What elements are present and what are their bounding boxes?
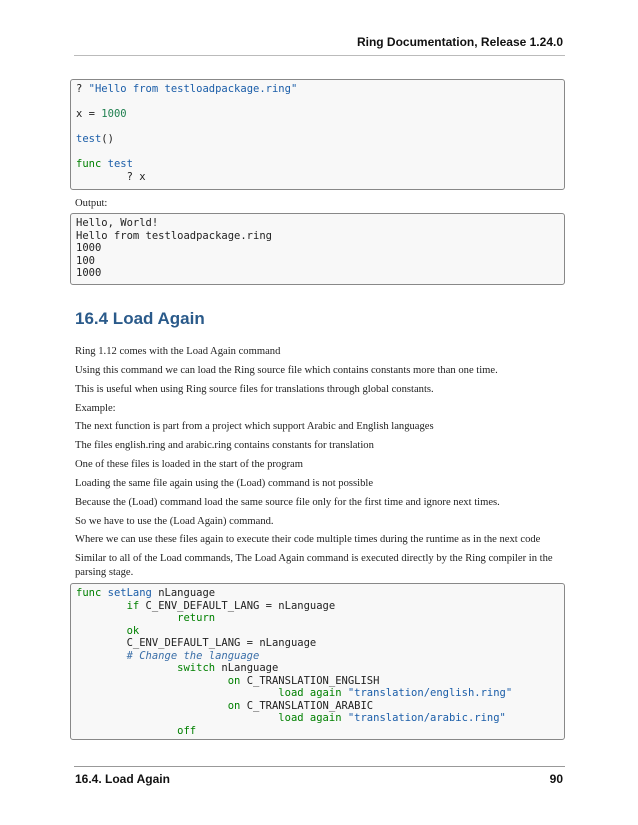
output-label: Output: [75, 198, 108, 209]
paragraph: The next function is part from a project which support Arabic and English languages [75, 421, 434, 432]
footer-section: 16.4. Load Again [75, 772, 170, 786]
code-token: C_ENV_DEFAULT_LANG = nLanguage [139, 599, 336, 612]
paragraph: Ring 1.12 comes with the Load Again command [75, 346, 281, 357]
section-title: 16.4 Load Again [75, 309, 205, 328]
code-token: () [101, 133, 114, 145]
code-token: nLanguage [215, 662, 279, 674]
code-token: nLanguage [151, 587, 216, 599]
code-keyword: switch [177, 662, 216, 674]
code-block-testloadpackage [70, 79, 565, 190]
code-keyword: if [126, 599, 140, 612]
code-line [76, 712, 559, 725]
code-function: test [107, 158, 133, 170]
paragraph: Where we can use these files again to execute their code multiple times during the runtime as in the next code [75, 534, 541, 545]
code-keyword: load again [278, 712, 342, 724]
code-line [76, 158, 559, 171]
paragraph: Loading the same file again using the (Load) command is not possible [75, 478, 374, 489]
code-token: ? [76, 83, 83, 95]
paragraph: Example: [75, 403, 116, 414]
code-keyword: ok [126, 624, 140, 637]
paragraph: Because the (Load) command load the same source file only for the first time and ignore next times. [75, 497, 500, 508]
output-line: Hello, World! [76, 217, 159, 229]
code-keyword: on [227, 699, 241, 712]
code-line [76, 612, 559, 625]
code-keyword: load again [278, 687, 342, 699]
paragraph: The files english.ring and arabic.ring contains constants for translation [75, 440, 374, 451]
code-keyword: func [76, 158, 102, 170]
code-line [76, 133, 559, 146]
paragraph: Using this command we can load the Ring source file which contains constants more than one time. [75, 365, 498, 376]
code-line [76, 587, 559, 600]
code-line [76, 600, 559, 613]
code-token: C_ENV_DEFAULT_LANG = nLanguage [126, 637, 317, 649]
code-string: "Hello from testloadpackage.ring" [88, 83, 298, 95]
code-function: test [76, 133, 102, 145]
paragraph: This is useful when using Ring source files for translations through global constants. [75, 384, 434, 395]
output-line: 100 [76, 254, 95, 267]
code-string: "translation/english.ring" [347, 687, 513, 699]
code-line [76, 700, 559, 713]
code-keyword: off [177, 724, 197, 737]
code-line [76, 662, 559, 675]
code-line [76, 725, 559, 738]
code-line [76, 637, 559, 650]
output-line: 1000 [76, 267, 102, 279]
running-header: Ring Documentation, Release 1.24.0 [356, 35, 563, 49]
code-string: "translation/arabic.ring" [347, 712, 506, 724]
code-line [76, 650, 559, 663]
code-line [76, 108, 559, 121]
code-function: setLang [107, 587, 152, 599]
code-token: C_TRANSLATION_ENGLISH [240, 674, 380, 687]
code-line [76, 687, 559, 700]
code-block-setlang [70, 583, 565, 740]
code-line [76, 83, 559, 96]
code-token: C_TRANSLATION_ARABIC [240, 699, 374, 712]
paragraph: So we have to use the (Load Again) command. [75, 516, 274, 527]
header-divider [74, 55, 565, 56]
output-line: Hello from testloadpackage.ring [76, 229, 272, 242]
footer-divider [74, 766, 565, 767]
code-keyword: on [227, 674, 241, 687]
code-line [76, 625, 559, 638]
output-line: 1000 [76, 242, 102, 254]
code-keyword: func [76, 587, 102, 599]
paragraph: One of these files is loaded in the start of the program [75, 459, 303, 470]
output-block [70, 213, 565, 285]
code-line: ? x [76, 170, 146, 183]
code-comment: # Change the language [126, 649, 260, 662]
code-line [76, 675, 559, 688]
code-number: 1000 [101, 108, 127, 120]
page-number: 90 [549, 772, 563, 786]
paragraph: Similar to all of the Load commands, The Load Again command is executed directly by the Ring compiler in the parsing stage. [75, 553, 553, 578]
code-token: x = [76, 108, 102, 120]
code-keyword: return [177, 612, 216, 624]
